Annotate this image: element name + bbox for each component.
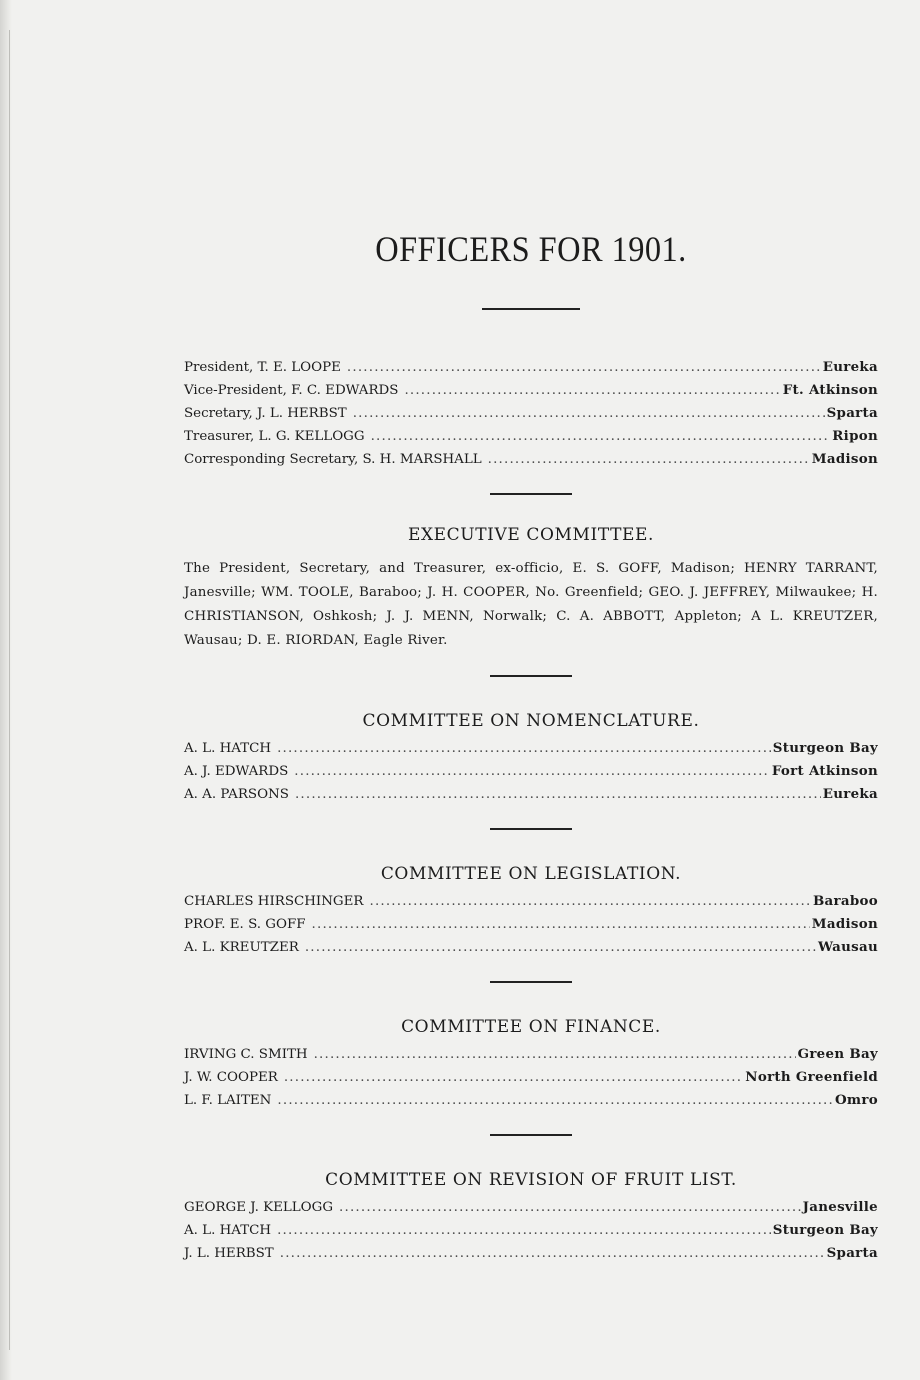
member-row <box>184 1242 878 1265</box>
member-name: A. L. HATCH <box>184 1223 272 1238</box>
member-row <box>184 760 878 783</box>
officers-list <box>184 356 878 471</box>
member-place: Fort Atkinson <box>771 763 878 779</box>
document-page <box>184 228 878 1265</box>
dot-leader <box>277 737 771 760</box>
divider-rule <box>490 675 572 677</box>
member-place: Madison <box>811 916 878 932</box>
officer-row <box>184 402 878 425</box>
officer-name: Secretary, J. L. HERBST <box>184 406 347 421</box>
dot-leader <box>339 1196 801 1219</box>
legislation-members <box>184 890 878 959</box>
member-place: Sturgeon Bay <box>772 740 878 756</box>
member-name: CHARLES HIRSCHINGER <box>184 894 364 909</box>
dot-leader <box>371 425 831 448</box>
member-name: L. F. LAITEN <box>184 1093 272 1108</box>
member-row <box>184 1089 878 1112</box>
officer-place: Madison <box>811 451 878 467</box>
divider-rule <box>482 308 580 310</box>
member-place: Baraboo <box>812 893 878 909</box>
member-row <box>184 737 878 760</box>
member-name: J. W. COOPER <box>184 1070 278 1085</box>
divider-rule <box>490 493 572 495</box>
member-name: J. L. HERBST <box>184 1246 274 1261</box>
member-row <box>184 1196 878 1219</box>
officer-place: Ft. Atkinson <box>782 382 878 398</box>
officer-place: Sparta <box>826 405 878 421</box>
executive-committee-members: The President, Secretary, and Treasurer, ex-officio, E. S. GOFF, Madison; HENRY TARRANT, Janesville; WM. TOOLE, Baraboo; J. H. COOPER, No. Greenfield; GEO. J. JEFFREY, Milwaukee; H. CHRISTIANSON, Oshkosh; J. J. MENN, Norwalk; C. A. ABBOTT, Appleton; A L. KREUTZER, Wausau; D. E. RIORDAN, Eagle River. <box>184 561 878 648</box>
finance-committee-heading: COMMITTEE ON FINANCE. <box>401 1017 661 1037</box>
executive-committee-heading: EXECUTIVE COMMITTEE. <box>407 525 655 545</box>
member-row <box>184 783 878 806</box>
dot-leader <box>312 913 810 936</box>
nomenclature-committee-heading: COMMITTEE ON NOMENCLATURE. <box>362 711 700 731</box>
dot-leader <box>295 783 821 806</box>
dot-leader <box>277 1219 771 1242</box>
officer-row <box>184 425 878 448</box>
officer-name: Vice-President, F. C. EDWARDS <box>184 383 399 398</box>
divider-rule <box>490 828 572 830</box>
member-name: GEORGE J. KELLOGG <box>184 1200 334 1215</box>
page-binding-shadow <box>0 0 12 1380</box>
member-row <box>184 936 878 959</box>
dot-leader <box>277 1089 833 1112</box>
member-place: North Greenfield <box>745 1069 878 1085</box>
dot-leader <box>353 402 825 425</box>
member-place: Green Bay <box>797 1046 878 1062</box>
member-name: IRVING C. SMITH <box>184 1047 308 1062</box>
dot-leader <box>404 379 780 402</box>
member-place: Sparta <box>826 1245 878 1261</box>
officer-row <box>184 356 878 379</box>
dot-leader <box>280 1242 825 1265</box>
finance-members <box>184 1043 878 1112</box>
officer-row <box>184 379 878 402</box>
officer-place: Ripon <box>832 428 878 444</box>
member-row <box>184 913 878 936</box>
officer-name: Corresponding Secretary, S. H. MARSHALL <box>184 452 482 467</box>
fruit-list-members <box>184 1196 878 1265</box>
member-name: A. L. KREUTZER <box>184 940 299 955</box>
member-place: Janesville <box>802 1199 878 1215</box>
member-row <box>184 890 878 913</box>
officer-name: President, T. E. LOOPE <box>184 360 341 375</box>
member-place: Eureka <box>822 786 878 802</box>
member-name: A. A. PARSONS <box>184 787 289 802</box>
member-name: A. L. HATCH <box>184 741 272 756</box>
member-row <box>184 1066 878 1089</box>
nomenclature-members <box>184 737 878 806</box>
dot-leader <box>314 1043 796 1066</box>
member-place: Sturgeon Bay <box>772 1222 878 1238</box>
officer-place: Eureka <box>822 359 878 375</box>
member-name: A. J. EDWARDS <box>184 764 289 779</box>
page-title: OFFICERS FOR 1901. <box>375 229 687 269</box>
binding-edge-line <box>9 30 10 1350</box>
dot-leader <box>347 356 821 379</box>
dot-leader <box>294 760 770 783</box>
fruit-list-committee-heading: COMMITTEE ON REVISION OF FRUIT LIST. <box>325 1170 737 1190</box>
dot-leader <box>488 448 810 471</box>
officer-row <box>184 448 878 471</box>
dot-leader <box>284 1066 743 1089</box>
dot-leader <box>305 936 816 959</box>
member-name: PROF. E. S. GOFF <box>184 917 306 932</box>
dot-leader <box>369 890 810 913</box>
divider-rule <box>490 981 572 983</box>
divider-rule <box>490 1134 572 1136</box>
member-row <box>184 1219 878 1242</box>
officer-name: Treasurer, L. G. KELLOGG <box>184 429 365 444</box>
member-place: Wausau <box>817 939 878 955</box>
member-row <box>184 1043 878 1066</box>
legislation-committee-heading: COMMITTEE ON LEGISLATION. <box>380 864 682 884</box>
member-place: Omro <box>834 1092 878 1108</box>
